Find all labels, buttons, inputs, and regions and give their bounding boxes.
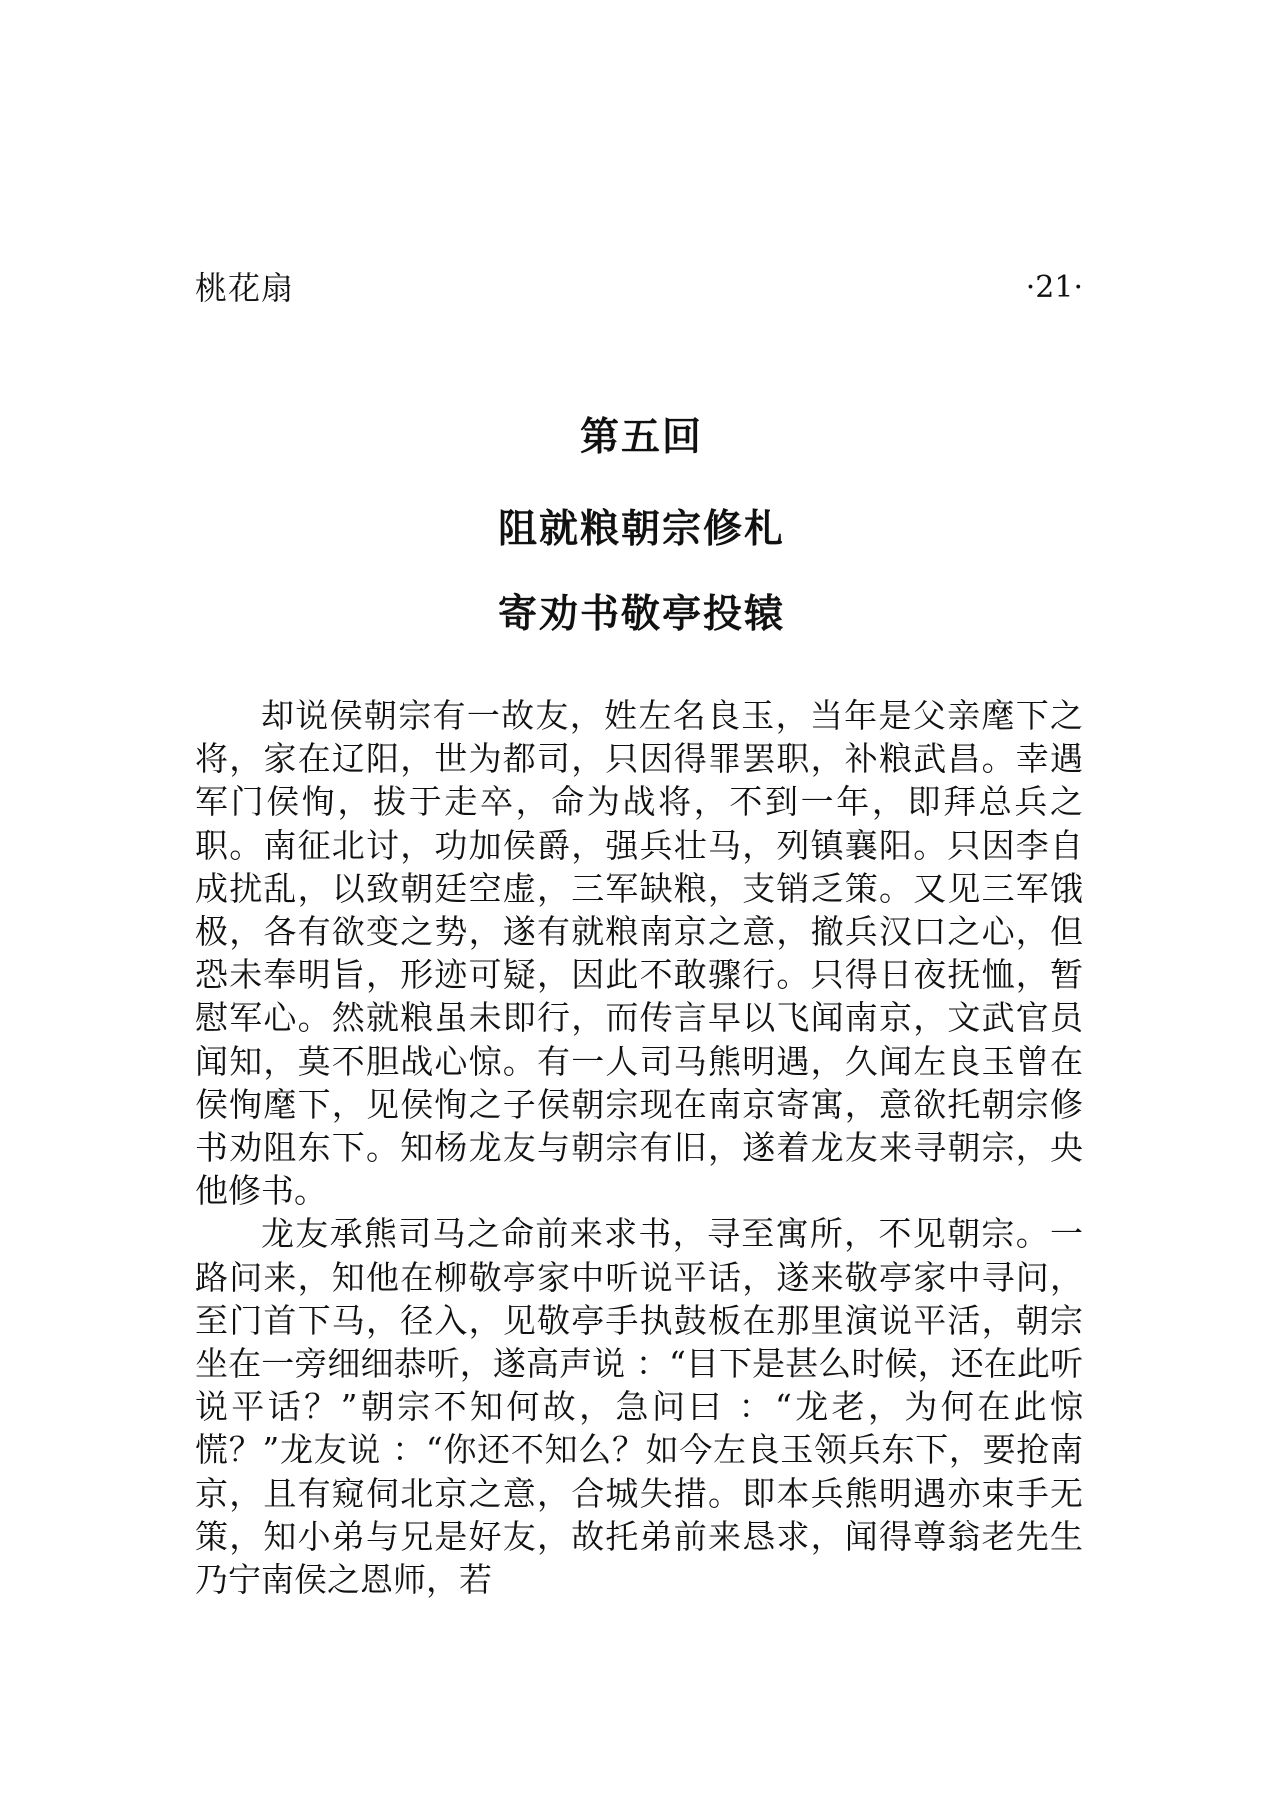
page-number: ·21·: [1025, 270, 1083, 305]
chapter-title-line-1: 阻就粮朝宗修札: [497, 507, 785, 552]
chapter-title-line-2: 寄劝书敬亭投辕: [497, 592, 785, 637]
chapter-number: 第五回: [579, 415, 703, 460]
running-header-title: 桃花扇: [195, 269, 295, 307]
body-text: [195, 694, 1083, 1601]
paragraph-1: 却说侯朝宗有一故友，姓左名良玉，当年是父亲麾下之将，家在辽阳，世为都司，只因得罪罢职，补粮武昌。幸遇军门侯恂，拔于走卒，命为战将，不到一年，即拜总兵之职。南征北讨，功加侯爵，强兵壮马，列镇襄阳。只因李自成扰乱，以致朝廷空虚，三军缺粮，支销乏策。又见三军饿极，各有欲变之势，遂有就粮南京之意，撤兵汉口之心，但恐未奉明旨，形迹可疑，因此不敢骤行。只得日夜抚恤，暂慰军心。然就粮虽未即行，而传言早以飞闻南京，文武官员闻知，莫不胆战心惊。有一人司马熊明遇，久闻左良玉曾在侯恂麾下，见侯恂之子侯朝宗现在南京寄寓，意欲托朝宗修书劝阻东下。知杨龙友与朝宗有旧，遂着龙友来寻朝宗，央他修书。: [195, 696, 1083, 1211]
running-header: [195, 268, 1083, 308]
paragraph-2: 龙友承熊司马之命前来求书，寻至寓所，不见朝宗。一路问来，知他在柳敬亭家中听说平话，遂来敬亭家中寻问，至门首下马，径入，见敬亭手执鼓板在那里演说平活，朝宗坐在一旁细细恭听，遂高声说 ：“目下是甚么时候，还在此听说平话？”朝宗不知何故，急问曰 ：“龙老，为何在此惊慌？”龙友说 ：“你还不知么？如今左良玉领兵东下，要抢南京，且有窥伺北京之意，合城失措。即本兵熊明遇亦束手无策，知小弟与兄是好友，故托弟前来恳求，闻得尊翁老先生乃宁南侯之恩师，若: [195, 1214, 1083, 1600]
